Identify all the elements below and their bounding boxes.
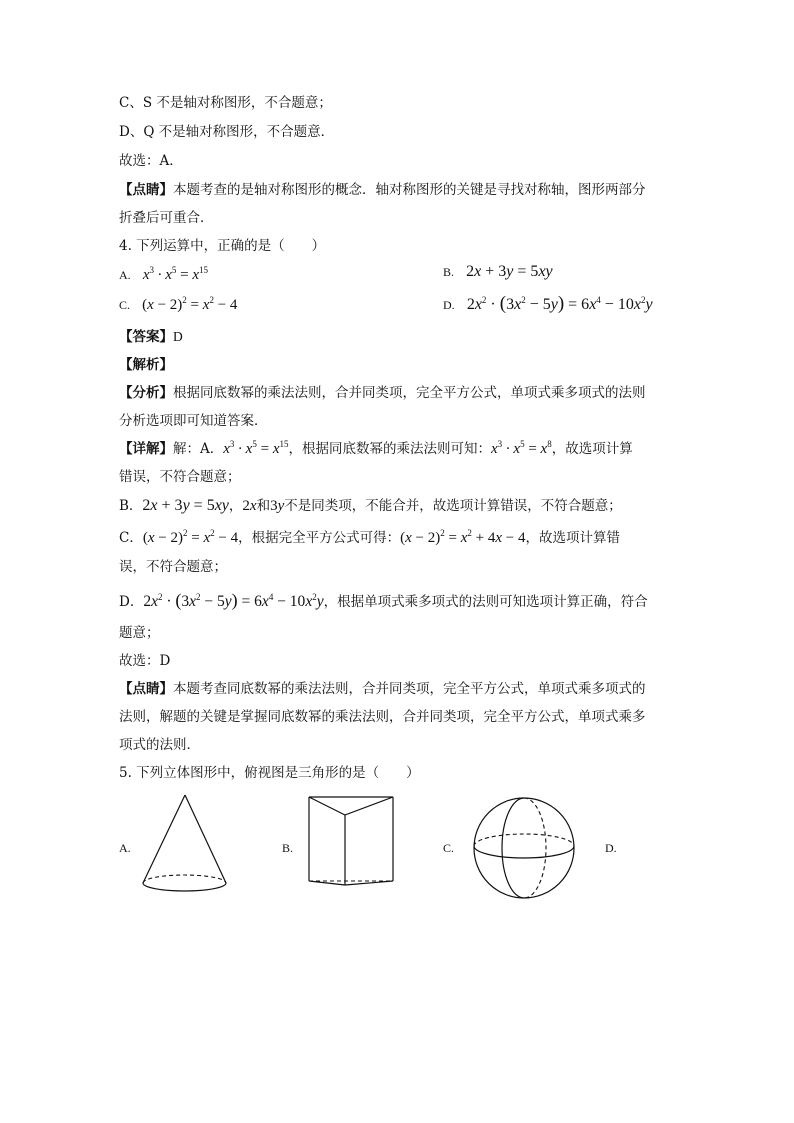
dianjing-text-cont: 折叠后可重合． xyxy=(119,210,214,226)
xiangjie-a-cont: 错误，不符合题意； xyxy=(119,469,241,485)
q4-option-c xyxy=(119,295,237,316)
dianjing-tag: 【点睛】 xyxy=(119,182,173,198)
text-line xyxy=(119,383,646,403)
c-text: ，根据完全平方公式可得： xyxy=(238,530,401,546)
d-text: ，根据单项式乘多项式的法则可知选项计算正确，符合 xyxy=(323,594,648,610)
dianjing-text-2: 本题考查同底数幂的乘法法则，合并同类项，完全平方公式，单项式乘多项式的 xyxy=(173,681,646,697)
text-line xyxy=(119,651,170,671)
b-prefix: B． xyxy=(119,498,143,514)
line-d-not-symmetric: D、Q 不是轴对称图形，不合题意． xyxy=(119,124,335,140)
formula: $(x - 2)^2 = x^2 - 4$ xyxy=(142,295,238,313)
formula: 3y xyxy=(270,498,285,514)
text-line xyxy=(119,151,183,171)
q4-option-b xyxy=(443,262,553,283)
b-text: 不是同类项，不能合并，故选项计算错误，不符合题意； xyxy=(284,498,622,514)
c-prefix: C． xyxy=(119,530,143,546)
text-line xyxy=(119,208,214,228)
text-line xyxy=(119,496,622,516)
text-line xyxy=(119,93,332,113)
question-4 xyxy=(119,236,325,256)
answer-tag: 【答案】 xyxy=(119,329,173,345)
answer-value: D xyxy=(173,329,183,344)
formula: $(x - 2)^2 = x^2 + 4x - 4$ xyxy=(400,528,526,546)
option-label: D. xyxy=(443,298,455,312)
xiangjie-a-prefix: 解：A． xyxy=(173,441,224,457)
option-label: A. xyxy=(119,268,131,282)
text-line xyxy=(119,467,241,487)
fenxi-text: 根据同底数幂的乘法法则，合并同类项，完全平方公式，单项式乘多项式的法则 xyxy=(173,385,646,401)
xiangjie-a-end: ，故选项计算 xyxy=(551,441,633,457)
dianjing-tag-2: 【点睛】 xyxy=(119,681,173,697)
fenxi-tag: 【分析】 xyxy=(119,385,173,401)
fenxi-text-cont: 分析选项即可知道答案． xyxy=(119,413,268,429)
text-line xyxy=(119,623,160,643)
choose-d: 故选：D xyxy=(119,653,171,669)
text-line xyxy=(119,180,646,200)
xiangjie-tag: 【详解】 xyxy=(119,441,173,457)
dianjing-text-2b: 法则，解题的关键是掌握同底数幂的乘法法则，合并同类项，完全平方公式，单项式乘多 xyxy=(119,709,646,725)
formula: 2x + 3y = 5xy xyxy=(142,497,229,514)
q5-option-b-label: B. xyxy=(282,841,294,855)
q4-option-a xyxy=(119,265,208,286)
answer-line xyxy=(119,327,183,347)
formula: 2x + 3y = 5xy xyxy=(466,263,553,280)
formula: $2x^2 \cdot (3x^2 - 5y) = 6x^4 - 10x^2y$ xyxy=(466,293,653,314)
option-label: C. xyxy=(119,298,131,312)
d-prefix: D． xyxy=(119,594,144,610)
question-5-stem: 5. 下列立体图形中，俯视图是三角形的是（ ） xyxy=(119,765,420,781)
text-line xyxy=(119,707,646,727)
choose-a: 故选：A． xyxy=(119,153,183,169)
text-line xyxy=(119,557,227,577)
option-label: B. xyxy=(443,265,455,279)
q5-option-a-label: A. xyxy=(119,841,131,855)
text-line xyxy=(119,679,646,699)
cone-figure xyxy=(140,793,232,897)
dianjing-text: 本题考查的是轴对称图形的概念．轴对称图形的关键是寻找对称轴，图形两部分 xyxy=(173,182,646,198)
text-line xyxy=(119,735,200,755)
d-text-cont: 题意； xyxy=(119,625,160,641)
formula: $x^3 \cdot x^5 = x^{15}$ xyxy=(223,439,289,457)
jiexi-tag: 【解析】 xyxy=(119,357,173,373)
formula: $x^3 \cdot x^5 = x^{15}$ xyxy=(142,265,209,283)
analysis-heading xyxy=(119,355,173,375)
formula: $2x^2 \cdot (3x^2 - 5y) = 6x^4 - 10x^2y$ xyxy=(143,590,324,610)
text-line xyxy=(119,439,633,459)
text-line xyxy=(119,590,648,612)
line-c-not-symmetric: C、S 不是轴对称图形，不合题意； xyxy=(119,95,332,111)
text-line xyxy=(119,122,334,142)
c-text-cont: 误，不符合题意； xyxy=(119,559,227,575)
b-comma: ， xyxy=(228,498,243,514)
q5-option-c-label: C. xyxy=(443,841,455,855)
formula: $x^3 \cdot x^5 = x^8$ xyxy=(490,439,552,457)
q4-option-d xyxy=(443,294,653,316)
xiangjie-a-mid: ，根据同底数幂的乘法法则可知： xyxy=(288,441,491,457)
text-line xyxy=(119,411,268,431)
b-and: 和 xyxy=(256,498,271,514)
question-5 xyxy=(119,763,420,783)
formula: $(x - 2)^2 = x^2 - 4$ xyxy=(142,528,239,546)
sphere-figure xyxy=(470,796,580,900)
text-line xyxy=(119,528,620,548)
triangular-prism-figure xyxy=(305,793,397,889)
question-4-stem: 4. 下列运算中，正确的是（ ） xyxy=(119,238,326,254)
c-text-end: ，故选项计算错 xyxy=(525,530,620,546)
formula: 2x xyxy=(242,498,257,514)
dianjing-text-2c: 项式的法则． xyxy=(119,737,200,753)
q5-option-d-label: D. xyxy=(605,841,617,855)
